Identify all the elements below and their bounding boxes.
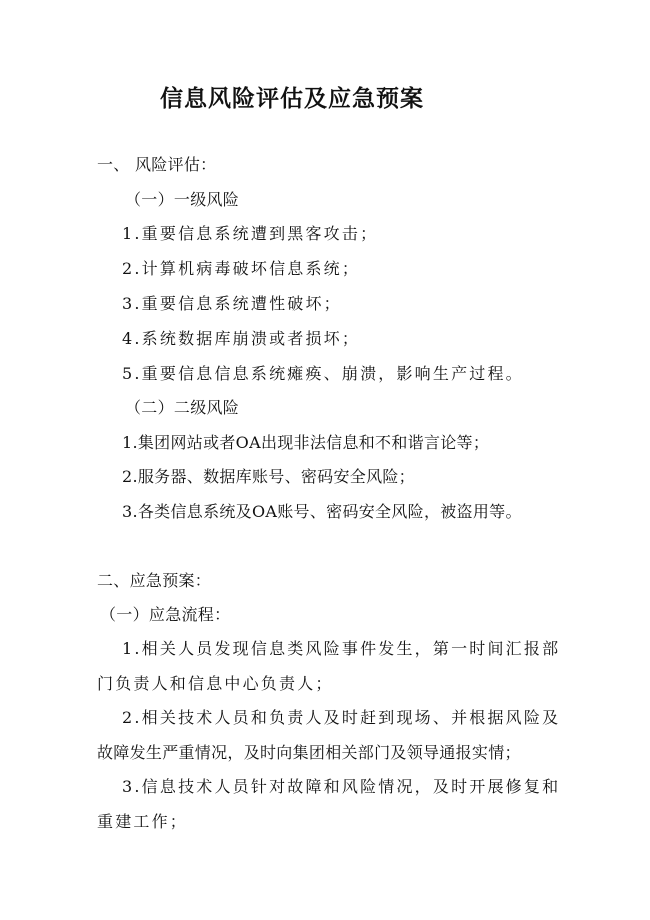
level2-risk-item: 2.服务器、数据库账号、密码安全风险； bbox=[122, 467, 415, 486]
section-heading-emergency-plan: 二、应急预案： bbox=[97, 571, 212, 590]
process-step-continuation: 重建工作； bbox=[97, 812, 189, 831]
level2-risk-item: 1.集团网站或者OA出现非法信息和不和谐言论等； bbox=[122, 433, 490, 452]
section-heading-risk-assessment: 一、 风险评估： bbox=[97, 155, 217, 174]
process-step-continuation: 故障发生严重情况，及时向集团相关部门及领导通报实情； bbox=[97, 743, 521, 762]
level1-risk-item: 1.重要信息系统遭到黑客攻击； bbox=[122, 224, 379, 243]
level1-risk-item: 2.计算机病毒破坏信息系统； bbox=[122, 259, 361, 278]
process-step-line: 1.相关人员发现信息类风险事件发生，第一时间汇报部 bbox=[122, 639, 561, 658]
subsection-heading-emergency-process: （一）应急流程： bbox=[100, 605, 231, 624]
document-title: 信息风险评估及应急预案 bbox=[160, 86, 424, 112]
process-step-line: 2.相关技术人员和负责人及时赶到现场、并根据风险及 bbox=[122, 708, 561, 727]
level1-risk-item: 3.重要信息系统遭性破坏； bbox=[122, 294, 342, 313]
level1-risk-item: 4.系统数据库崩溃或者损坏； bbox=[122, 329, 361, 348]
subsection-heading-level1-risk: （一）一级风险 bbox=[125, 190, 240, 209]
subsection-heading-level2-risk: （二）二级风险 bbox=[125, 398, 240, 417]
level2-risk-item: 3.各类信息系统及OA账号、密码安全风险，被盗用等。 bbox=[122, 502, 522, 521]
process-step-line: 3.信息技术人员针对故障和风险情况，及时开展修复和 bbox=[122, 777, 561, 796]
level1-risk-item: 5.重要信息信息系统瘫痪、崩溃，影响生产过程。 bbox=[122, 364, 524, 383]
process-step-continuation: 门负责人和信息中心负责人； bbox=[97, 674, 334, 693]
